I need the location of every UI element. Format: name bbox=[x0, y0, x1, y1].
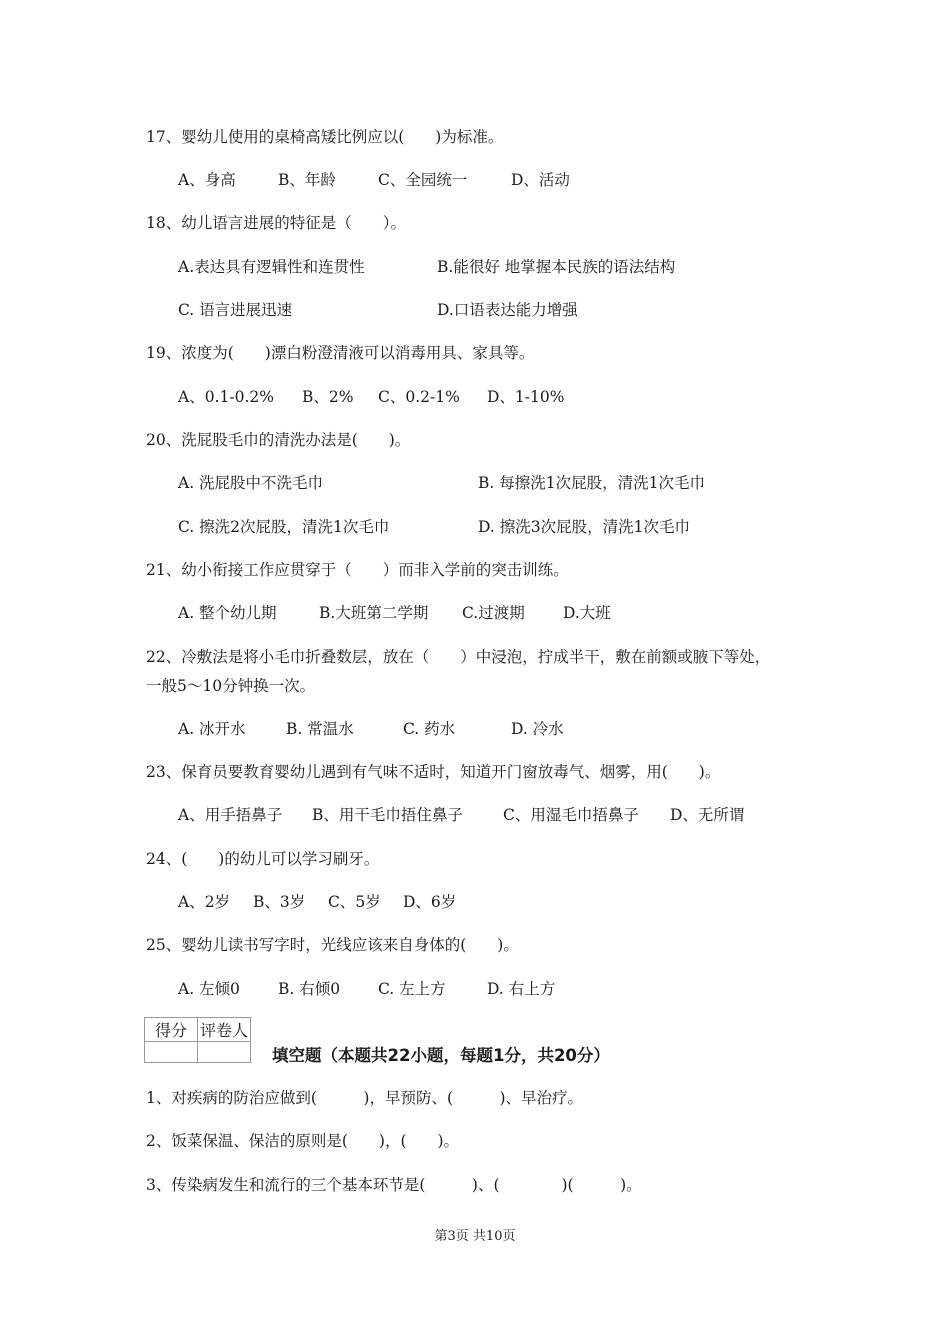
fill-question-3: 3、传染病发生和流行的三个基本环节是( )、( )( )。 bbox=[146, 1176, 642, 1194]
score-label: 得分 bbox=[145, 1018, 198, 1042]
q23-option-a: A、用手捂鼻子 bbox=[178, 806, 283, 824]
q24-option-b: B、3岁 bbox=[253, 893, 306, 911]
question-18-stem: 18、幼儿语言进展的特征是（ ）。 bbox=[146, 214, 406, 232]
q17-option-c: C、全园统一 bbox=[378, 171, 468, 189]
question-22-stem-cont: 一般5～10分钟换一次。 bbox=[146, 677, 316, 695]
page-footer: 第3页 共10页 bbox=[434, 1229, 516, 1244]
q20-option-d: D. 擦洗3次屁股，清洗1次毛巾 bbox=[478, 518, 690, 536]
q24-option-a: A、2岁 bbox=[178, 893, 231, 911]
question-17-stem: 17、婴幼儿使用的桌椅高矮比例应以( )为标准。 bbox=[146, 128, 504, 146]
q22-option-c: C. 药水 bbox=[403, 720, 456, 738]
q19-option-a: A、0.1-0.2% bbox=[178, 388, 274, 406]
q24-option-d: D、6岁 bbox=[403, 893, 457, 911]
q18-option-c: C. 语言进展迅速 bbox=[178, 301, 293, 319]
question-25-stem: 25、婴幼儿读书写字时，光线应该来自身体的( )。 bbox=[146, 936, 519, 954]
q20-option-b: B. 每擦洗1次屁股，清洗1次毛巾 bbox=[478, 474, 705, 492]
fill-question-2: 2、饭菜保温、保洁的原则是( )，( )。 bbox=[146, 1132, 460, 1150]
q25-option-c: C. 左上方 bbox=[378, 980, 446, 998]
question-19-stem: 19、浓度为( )漂白粉澄清液可以消毒用具、家具等。 bbox=[146, 344, 535, 362]
q23-option-b: B、用干毛巾捂住鼻子 bbox=[312, 806, 463, 824]
score-cell bbox=[145, 1042, 198, 1063]
question-22-stem: 22、冷敷法是将小毛巾折叠数层，放在（ ）中浸泡，拧成半干，敷在前额或腋下等处， bbox=[146, 648, 771, 666]
q17-option-a: A、身高 bbox=[178, 171, 236, 189]
q19-option-c: C、0.2-1% bbox=[378, 388, 460, 406]
q22-option-b: B. 常温水 bbox=[286, 720, 354, 738]
question-23-stem: 23、保育员要教育婴幼儿遇到有气味不适时，知道开门窗放毒气、烟雾，用( )。 bbox=[146, 763, 721, 781]
q23-option-d: D、无所谓 bbox=[670, 806, 745, 824]
q20-option-c: C. 擦洗2次屁股，清洗1次毛巾 bbox=[178, 518, 390, 536]
q25-option-a: A. 左倾0 bbox=[178, 980, 240, 998]
q19-option-b: B、2% bbox=[302, 388, 354, 406]
q21-option-d: D.大班 bbox=[563, 604, 611, 622]
q22-option-a: A. 冰开水 bbox=[178, 720, 246, 738]
q18-option-a: A.表达具有逻辑性和连贯性 bbox=[178, 258, 365, 276]
fill-question-1: 1、对疾病的防治应做到( )，早预防、( )、早治疗。 bbox=[146, 1089, 584, 1107]
grader-label: 评卷人 bbox=[198, 1018, 251, 1042]
q25-option-b: B. 右倾0 bbox=[278, 980, 341, 998]
q24-option-c: C、5岁 bbox=[328, 893, 381, 911]
q25-option-d: D. 右上方 bbox=[487, 980, 556, 998]
q19-option-d: D、1-10% bbox=[487, 388, 565, 406]
q22-option-d: D. 冷水 bbox=[511, 720, 564, 738]
q20-option-a: A. 洗屁股中不洗毛巾 bbox=[178, 474, 324, 492]
q21-option-a: A. 整个幼儿期 bbox=[178, 604, 277, 622]
q21-option-c: C.过渡期 bbox=[462, 604, 525, 622]
q17-option-b: B、年龄 bbox=[278, 171, 336, 189]
grader-cell bbox=[198, 1042, 251, 1063]
question-20-stem: 20、洗屁股毛巾的清洗办法是( )。 bbox=[146, 431, 411, 449]
q17-option-d: D、活动 bbox=[511, 171, 570, 189]
score-box bbox=[144, 1017, 251, 1063]
q18-option-b: B.能很好 地掌握本民族的语法结构 bbox=[437, 258, 676, 276]
question-24-stem: 24、( )的幼儿可以学习刷牙。 bbox=[146, 850, 380, 868]
question-21-stem: 21、幼小衔接工作应贯穿于（ ）而非入学前的突击训练。 bbox=[146, 561, 569, 579]
q23-option-c: C、用湿毛巾捂鼻子 bbox=[503, 806, 639, 824]
section-title: 填空题（本题共22小题，每题1分，共20分） bbox=[272, 1046, 610, 1065]
q18-option-d: D.口语表达能力增强 bbox=[437, 301, 578, 319]
q21-option-b: B.大班第二学期 bbox=[319, 604, 429, 622]
